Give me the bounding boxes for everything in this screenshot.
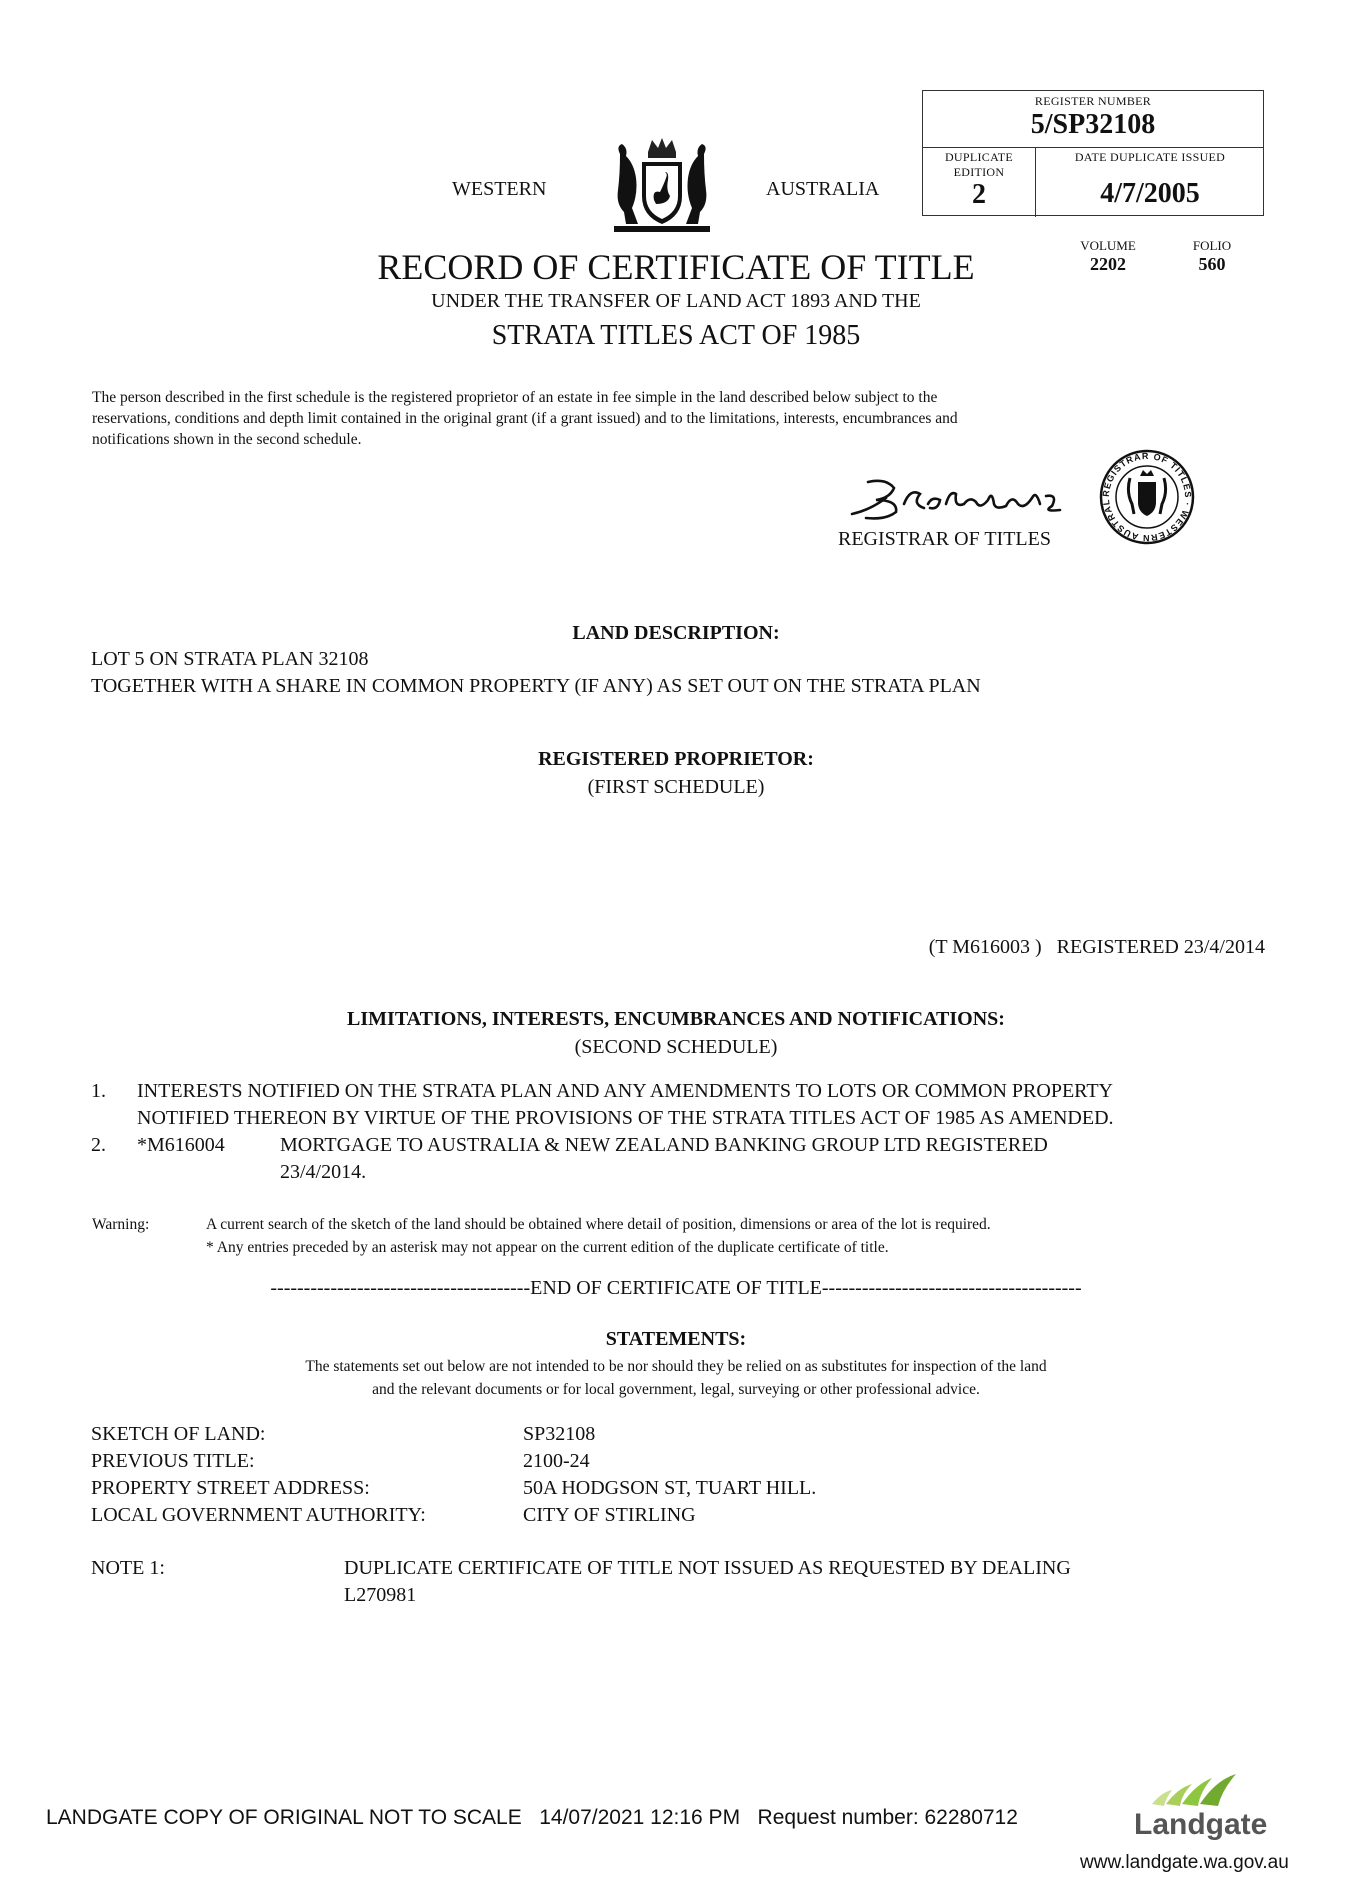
page-title: RECORD OF CERTIFICATE OF TITLE xyxy=(377,247,975,287)
date-issued: 4/7/2005 xyxy=(1100,178,1200,209)
warning-line-2: * Any entries preceded by an asterisk may not appear on the current edition of the duplicate certificate of title. xyxy=(206,1239,889,1256)
folio-label: FOLIO xyxy=(1192,238,1232,253)
statement-value: 2100-24 xyxy=(523,1450,590,1472)
statement-label: PREVIOUS TITLE: xyxy=(91,1450,255,1472)
registrar-title: REGISTRAR OF TITLES xyxy=(838,528,1051,550)
end-of-certificate-line: ---------------------------------------END OF CERTIFICATE OF TITLE--------------------------------------- xyxy=(270,1277,1082,1299)
register-box xyxy=(922,90,1264,216)
statements-line-2: and the relevant documents or for local government, legal, surveying or other professional advice. xyxy=(372,1381,980,1398)
limitations-heading: LIMITATIONS, INTERESTS, ENCUMBRANCES AND NOTIFICATIONS: xyxy=(347,1008,1005,1030)
subtitle-1: UNDER THE TRANSFER OF LAND ACT 1893 AND THE xyxy=(431,290,921,312)
header-australia: AUSTRALIA xyxy=(766,178,880,200)
footer-copy-text: LANDGATE COPY OF ORIGINAL NOT TO SCALE 14/07/2021 12:16 PM Request number: 62280712 xyxy=(46,1806,1018,1829)
volume-value: 2202 xyxy=(1090,254,1126,274)
limitation-item-1-num: 1. xyxy=(91,1080,106,1102)
limitation-item-2-line-2: 23/4/2014. xyxy=(280,1161,367,1183)
note-line-2: L270981 xyxy=(344,1584,417,1606)
statement-value: CITY OF STIRLING xyxy=(523,1504,696,1526)
intro-paragraph xyxy=(92,387,1252,450)
warning-line-1: A current search of the sketch of the land should be obtained where detail of position, dimensions or area of the lot is required. xyxy=(206,1216,991,1233)
volume-label: VOLUME xyxy=(1080,238,1136,253)
coat-of-arms-icon xyxy=(606,134,718,238)
landgate-logo-icon xyxy=(1148,1770,1260,1808)
seal-text: REGISTRAR OF TITLES · WESTERN AUSTRAL xyxy=(1100,450,1194,544)
statement-row xyxy=(91,1477,1241,1500)
limitation-item-1-line-2: NOTIFIED THEREON BY VIRTUE OF THE PROVISIONS OF THE STRATA TITLES ACT OF 1985 AS AMENDED. xyxy=(137,1107,1114,1129)
land-heading: LAND DESCRIPTION: xyxy=(572,622,780,644)
land-line-2: TOGETHER WITH A SHARE IN COMMON PROPERTY (IF ANY) AS SET OUT ON THE STRATA PLAN xyxy=(91,675,981,697)
edition-number: 2 xyxy=(972,179,986,210)
statement-row xyxy=(91,1504,1241,1527)
statement-value: 50A HODGSON ST, TUART HILL. xyxy=(523,1477,817,1499)
intro-line-2: reservations, conditions and depth limit contained in the original grant (if a grant issued) and to the limitations, interests, encumbrances and xyxy=(92,410,958,427)
subtitle-2: STRATA TITLES ACT OF 1985 xyxy=(491,320,861,351)
land-line-1: LOT 5 ON STRATA PLAN 32108 xyxy=(91,648,369,670)
register-number-label: REGISTER NUMBER xyxy=(1034,94,1152,108)
limitation-item-1-line-1: INTERESTS NOTIFIED ON THE STRATA PLAN AND ANY AMENDMENTS TO LOTS OR COMMON PROPERTY xyxy=(137,1080,1113,1102)
note-line-1: DUPLICATE CERTIFICATE OF TITLE NOT ISSUED AS REQUESTED BY DEALING xyxy=(344,1557,1071,1579)
proprietor-registration: (T M616003 ) REGISTERED 23/4/2014 xyxy=(928,936,1265,958)
edition-label-1: DUPLICATE xyxy=(944,150,1014,164)
statements-line-1: The statements set out below are not intended to be nor should they be relied on as substitutes for inspection of the land xyxy=(305,1358,1047,1375)
folio-value: 560 xyxy=(1198,254,1226,274)
header-western: WESTERN xyxy=(452,178,547,200)
register-number: 5/SP32108 xyxy=(1030,109,1156,140)
volume-block xyxy=(1068,238,1148,275)
warning-label: Warning: xyxy=(92,1216,150,1233)
statement-row xyxy=(91,1450,1241,1473)
limitation-item-2-line-1: MORTGAGE TO AUSTRALIA & NEW ZEALAND BANKING GROUP LTD REGISTERED xyxy=(280,1134,1048,1156)
landgate-brand: Landgate xyxy=(1134,1808,1268,1841)
date-issued-label: DATE DUPLICATE ISSUED xyxy=(1074,150,1226,164)
landgate-url[interactable]: www.landgate.wa.gov.au xyxy=(1080,1852,1289,1873)
statement-value: SP32108 xyxy=(523,1423,596,1445)
statement-label: SKETCH OF LAND: xyxy=(91,1423,266,1445)
intro-line-3: notifications shown in the second schedule. xyxy=(92,431,362,448)
limitations-subheading: (SECOND SCHEDULE) xyxy=(574,1036,778,1058)
statement-label: PROPERTY STREET ADDRESS: xyxy=(91,1477,370,1499)
statement-row xyxy=(91,1423,1241,1446)
proprietor-subheading: (FIRST SCHEDULE) xyxy=(587,776,765,798)
proprietor-heading: REGISTERED PROPRIETOR: xyxy=(538,748,814,770)
folio-block xyxy=(1172,238,1252,275)
limitation-item-2-code: *M616004 xyxy=(137,1134,225,1156)
limitation-item-2-num: 2. xyxy=(91,1134,106,1156)
note-label: NOTE 1: xyxy=(91,1557,165,1579)
edition-label-2: EDITION xyxy=(953,165,1005,179)
statement-label: LOCAL GOVERNMENT AUTHORITY: xyxy=(91,1504,426,1526)
statements-heading: STATEMENTS: xyxy=(605,1328,747,1350)
intro-line-1: The person described in the first schedule is the registered proprietor of an estate in fee simple in the land described below subject to the xyxy=(92,389,938,406)
registrar-seal-icon xyxy=(1098,448,1196,546)
registrar-signature xyxy=(846,474,1076,524)
